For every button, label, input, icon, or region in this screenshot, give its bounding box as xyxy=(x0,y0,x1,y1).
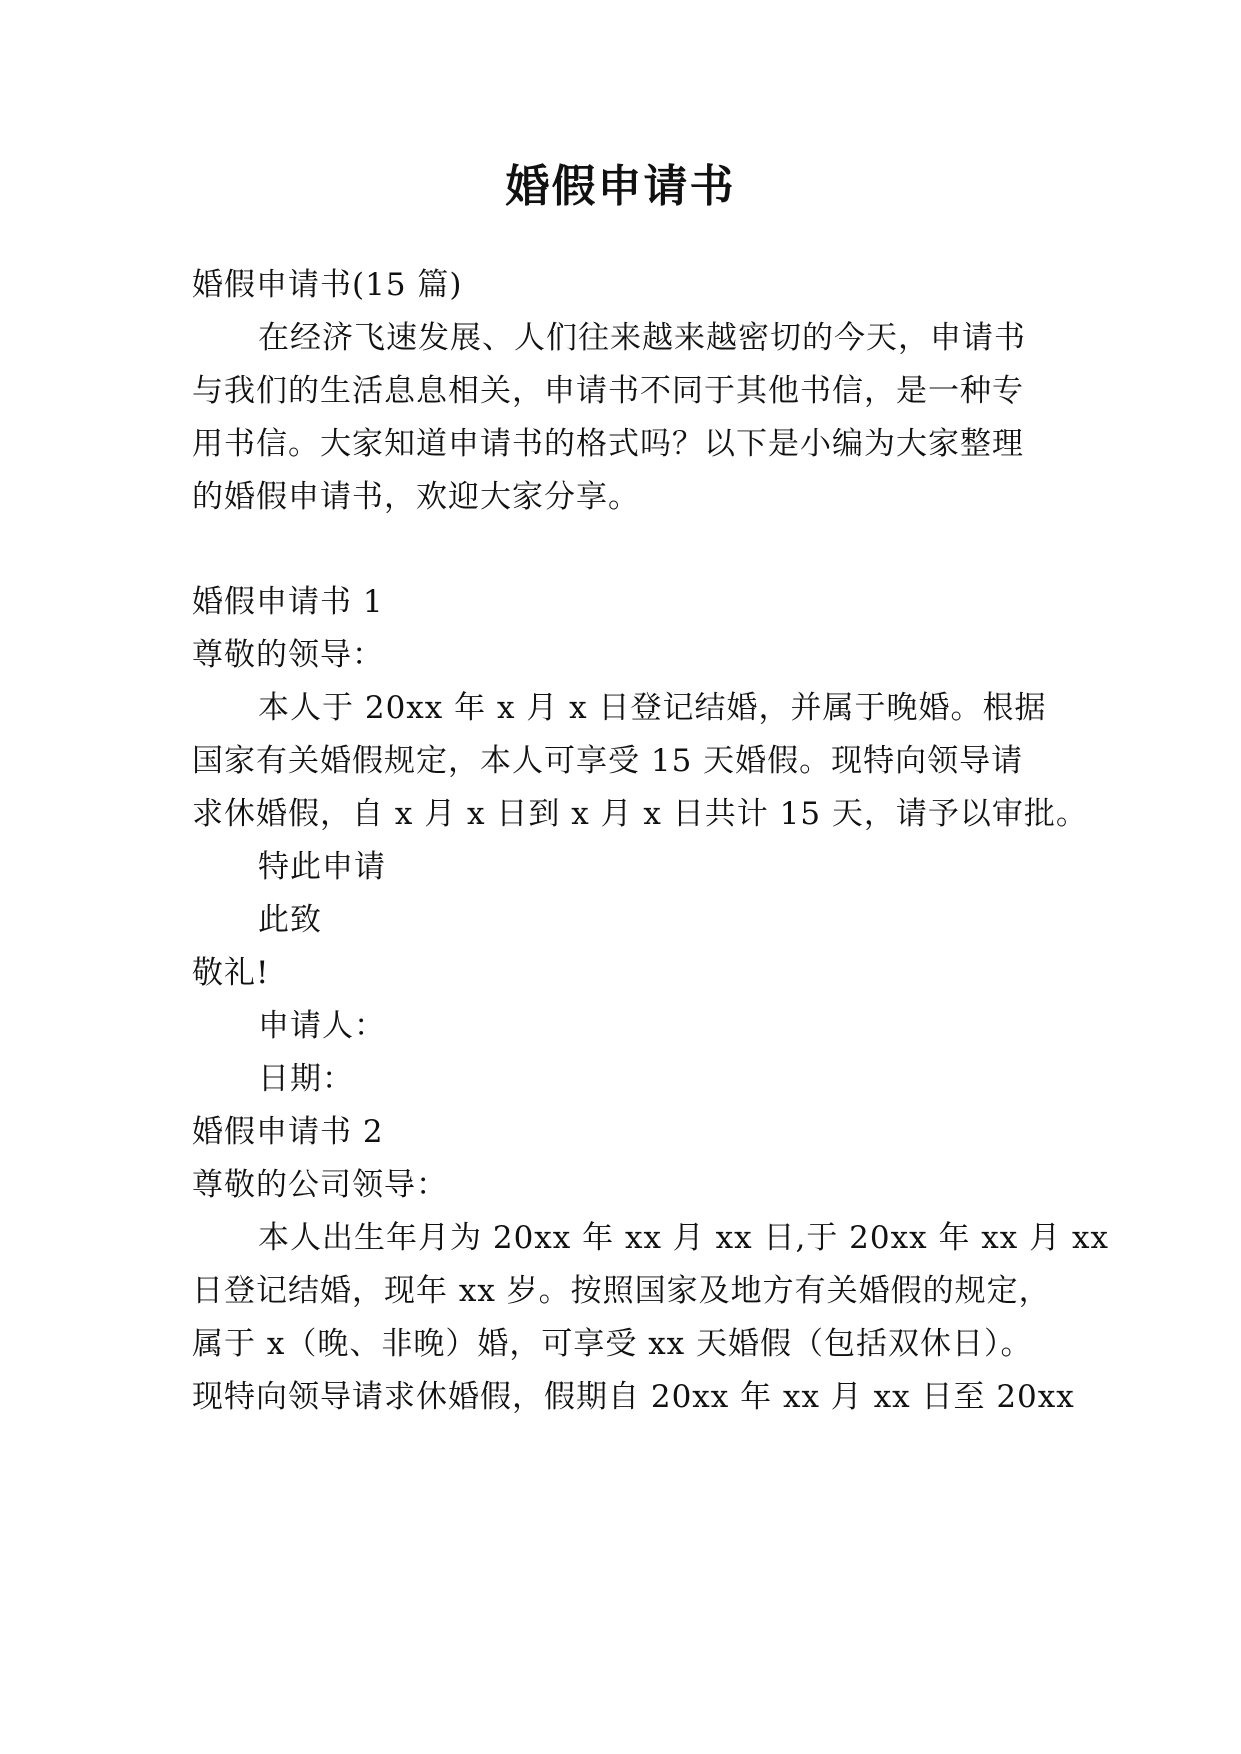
intro-line-1: 在经济飞速发展、人们往来越来越密切的今天，申请书 xyxy=(258,320,1026,356)
closing-cizhi: 此致 xyxy=(258,902,322,938)
body-1-line-1: 本人于 20xx 年 x 月 x 日登记结婚，并属于晚婚。根据 xyxy=(258,690,1047,726)
section-heading-2: 婚假申请书 2 xyxy=(192,1114,384,1150)
intro-line-4: 的婚假申请书，欢迎大家分享。 xyxy=(192,479,640,515)
body-2-line-2: 日登记结婚，现年 xx 岁。按照国家及地方有关婚假的规定， xyxy=(192,1273,1051,1309)
applicant-label: 申请人： xyxy=(258,1008,386,1044)
salutation-2: 尊敬的公司领导： xyxy=(192,1167,448,1203)
intro-line-3: 用书信。大家知道申请书的格式吗？以下是小编为大家整理 xyxy=(192,426,1024,462)
body-2-line-4: 现特向领导请求休婚假，假期自 20xx 年 xx 月 xx 日至 20xx xyxy=(192,1379,1075,1415)
body-2-line-3: 属于 x（晚、非晚）婚，可享受 xx 天婚假（包括双休日）。 xyxy=(192,1326,1033,1362)
closing-jingli: 敬礼! xyxy=(192,955,270,991)
body-2-line-1: 本人出生年月为 20xx 年 xx 月 xx 日,于 20xx 年 xx 月 xx xyxy=(258,1220,1109,1256)
date-label: 日期： xyxy=(258,1061,354,1097)
section-heading-1: 婚假申请书 1 xyxy=(192,584,384,620)
document-title: 婚假申请书 xyxy=(505,161,736,212)
intro-line-2: 与我们的生活息息相关，申请书不同于其他书信，是一种专 xyxy=(192,373,1024,409)
closing-request: 特此申请 xyxy=(258,849,386,885)
subtitle-line: 婚假申请书(15 篇) xyxy=(192,267,463,303)
salutation-1: 尊敬的领导： xyxy=(192,637,384,673)
body-1-line-3: 求休婚假，自 x 月 x 日到 x 月 x 日共计 15 天，请予以审批。 xyxy=(192,796,1088,832)
body-1-line-2: 国家有关婚假规定，本人可享受 15 天婚假。现特向领导请 xyxy=(192,743,1024,779)
